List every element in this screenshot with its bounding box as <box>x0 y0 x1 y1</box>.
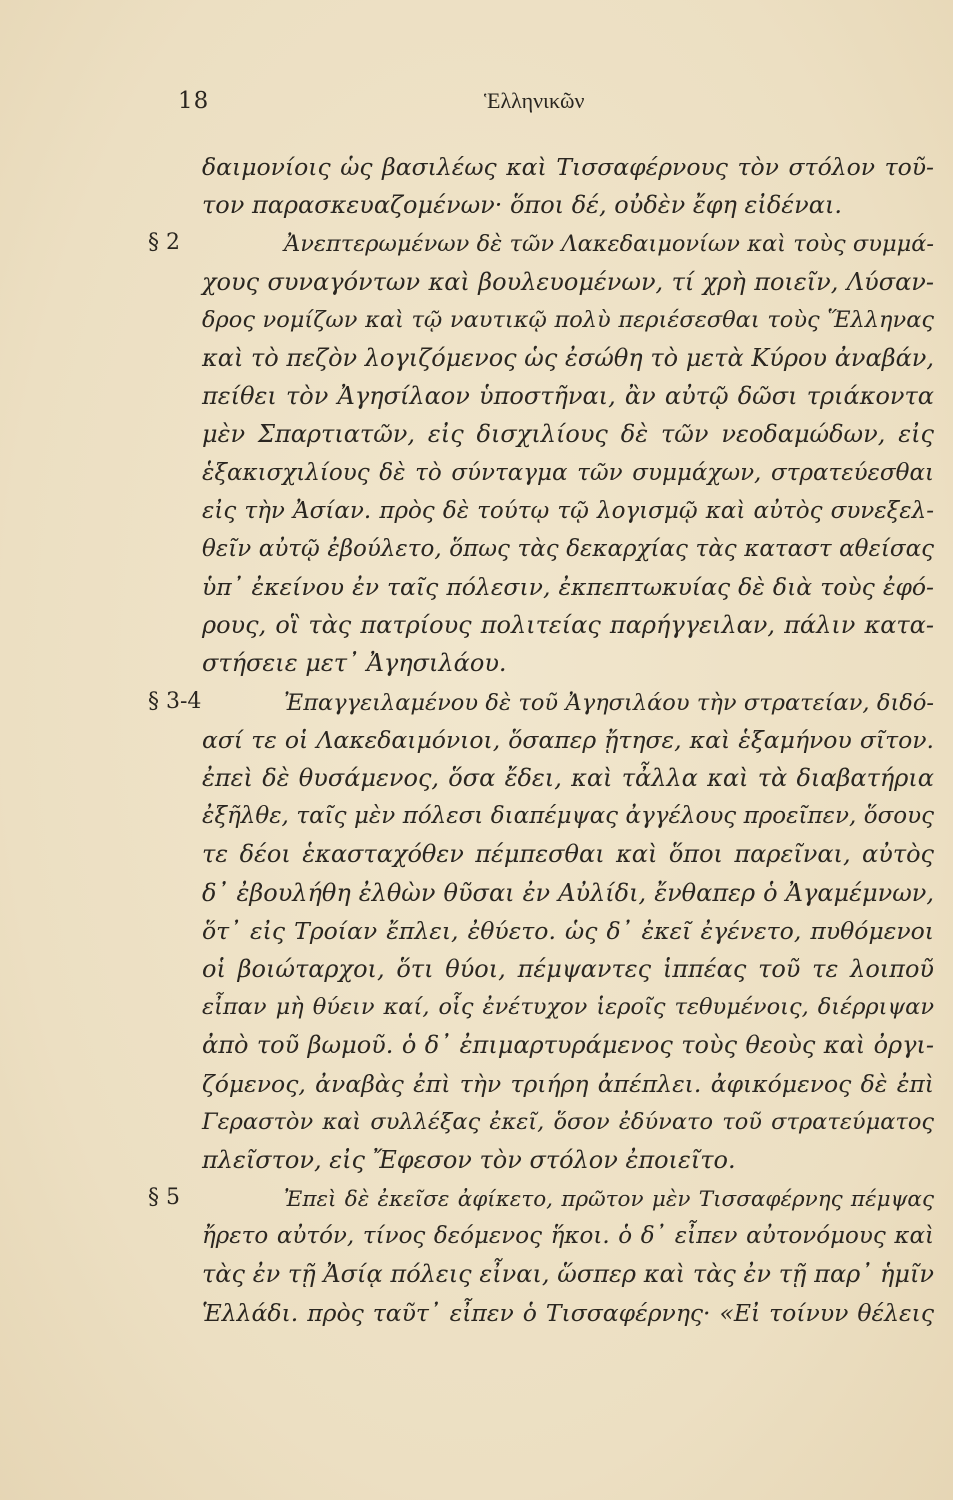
text-line: τε δέοι ἑκασταχόθεν πέμπεσθαι καὶ ὅποι παρεῖναι, αὐτὸς <box>202 840 934 869</box>
section-marker: § 2 <box>148 230 180 256</box>
text-line: ζόμενος, ἀναβὰς ἐπὶ τὴν τριήρη ἀπέπλει. ἀφικόμενος δὲ ἐπὶ <box>202 1069 934 1098</box>
text-line <box>148 1179 934 1217</box>
text-line: ἤρετο αὐτόν, τίνος δεόμενος ἥκοι. ὁ δ᾽ εἶπεν αὐτονόμους καὶ <box>202 1223 934 1250</box>
text-line: ἀπὸ τοῦ βωμοῦ. ὁ δ᾽ ἐπιμαρτυράμενος τοὺς θεοὺς καὶ ὀργι- <box>202 1031 934 1060</box>
text-line-content: Ἐπεὶ δὲ ἐκεῖσε ἀφίκετο, πρῶτον μὲν Τισσαφέρνης πέμψας <box>284 1187 934 1213</box>
running-head: Ἑλληνικῶν <box>484 88 585 113</box>
text-line: τὰς ἐν τῇ Ἀσίᾳ πόλεις εἶναι, ὥσπερ καὶ τὰς ἐν τῇ παρ᾽ ἡμῖν <box>202 1260 934 1289</box>
text-line: ἐπεὶ δὲ θυσάμενος, ὅσα ἔδει, καὶ τἆλλα καὶ τὰ διαβατήρια <box>202 764 934 792</box>
section-marker: § 5 <box>148 1185 180 1211</box>
section-marker: § 3-4 <box>148 688 202 714</box>
text-line: εἶπαν μὴ θύειν καί, οἷς ἐνέτυχον ἱεροῖς τεθυμένοις, διέρριψαν <box>202 994 934 1021</box>
text-line: στήσειε μετ᾽ Ἀγησιλάου. <box>202 649 507 678</box>
page-header <box>0 88 953 118</box>
text-line: ρους, οἳ τὰς πατρίους πολιτείας παρήγγειλαν, πάλιν κατα- <box>202 611 934 640</box>
text-line: ἑξακισχιλίους δὲ τὸ σύνταγμα τῶν συμμάχων, στρατεύεσθαι <box>202 459 934 486</box>
text-line: ὅτ᾽ εἰς Τροίαν ἔπλει, ἐθύετο. ὡς δ᾽ ἐκεῖ ἐγένετο, πυθόμενοι <box>202 916 934 945</box>
text-line: ὑπ᾽ ἐκείνου ἐν ταῖς πόλεσιν, ἐκπεπτωκυίας δὲ διὰ τοὺς ἐφό- <box>202 573 934 602</box>
text-line: Γεραστὸν καὶ συλλέξας ἐκεῖ, ὅσον ἐδύνατο τοῦ στρατεύματος <box>202 1108 934 1135</box>
text-line: δ᾽ ἐβουλήθη ἐλθὼν θῦσαι ἐν Αὐλίδι, ἔνθαπερ ὁ Ἀγαμέμνων, <box>202 878 934 907</box>
text-line <box>148 224 934 262</box>
text-line <box>148 683 934 721</box>
text-line-content: Ἀνεπτερωμένων δὲ τῶν Λακεδαιμονίων καὶ τοὺς συμμά- <box>284 231 934 258</box>
page-number: 18 <box>178 88 210 114</box>
text-line: ἐξῆλθε, ταῖς μὲν πόλεσι διαπέμψας ἀγγέλους προεῖπεν, ὅσους <box>202 803 934 830</box>
page-body <box>0 148 953 1332</box>
text-line: ασί τε οἱ Λακεδαιμόνιοι, ὅσαπερ ᾔτησε, καὶ ἑξαμήνου σῖτον. <box>202 725 934 754</box>
text-line: εἰς τὴν Ἀσίαν. πρὸς δὲ τούτῳ τῷ λογισμῷ καὶ αὐτὸς συνεξελ- <box>202 497 934 524</box>
text-line-content: Ἐπαγγειλαμένου δὲ τοῦ Ἀγησιλάου τὴν στρατείαν, διδό- <box>284 689 934 716</box>
text-line: μὲν Σπαρτιατῶν, εἰς δισχιλίους δὲ τῶν νεοδαμώδων, εἰς <box>202 420 934 449</box>
text-line: δρος νομίζων καὶ τῷ ναυτικῷ πολὺ περιέσεσθαι τοὺς Ἕλληνας <box>202 306 934 333</box>
text-line: δαιμονίοις ὡς βασιλέως καὶ Τισσαφέρνους τὸν στόλον τοῦ- <box>202 153 934 181</box>
text-line: καὶ τὸ πεζὸν λογιζόμενος ὡς ἐσώθη τὸ μετὰ Κύρου ἀναβάν, <box>202 343 934 372</box>
text-line: θεῖν αὐτῷ ἐβούλετο, ὅπως τὰς δεκαρχίας τὰς καταστ αθείσας <box>202 535 934 562</box>
text-line: πείθει τὸν Ἀγησίλαον ὑποστῆναι, ἂν αὐτῷ δῶσι τριάκοντα <box>202 382 934 411</box>
text-line: οἱ βοιώταρχοι, ὅτι θύοι, πέμψαντες ἱππέας τοῦ τε λοιποῦ <box>202 954 934 983</box>
text-line: Ἑλλάδι. πρὸς ταῦτ᾽ εἶπεν ὁ Τισσαφέρνης· «Εἰ τοίνυν θέλεις <box>202 1298 934 1327</box>
text-line: πλεῖστον, εἰς Ἔφεσον τὸν στόλον ἐποιεῖτο. <box>202 1145 736 1174</box>
text-line: τον παρασκευαζομένων· ὅποι δέ, οὐδὲν ἔφη εἰδέναι. <box>202 191 843 220</box>
text-line: χους συναγόντων καὶ βουλευομένων, τί χρὴ ποιεῖν, Λύσαν- <box>202 267 934 296</box>
